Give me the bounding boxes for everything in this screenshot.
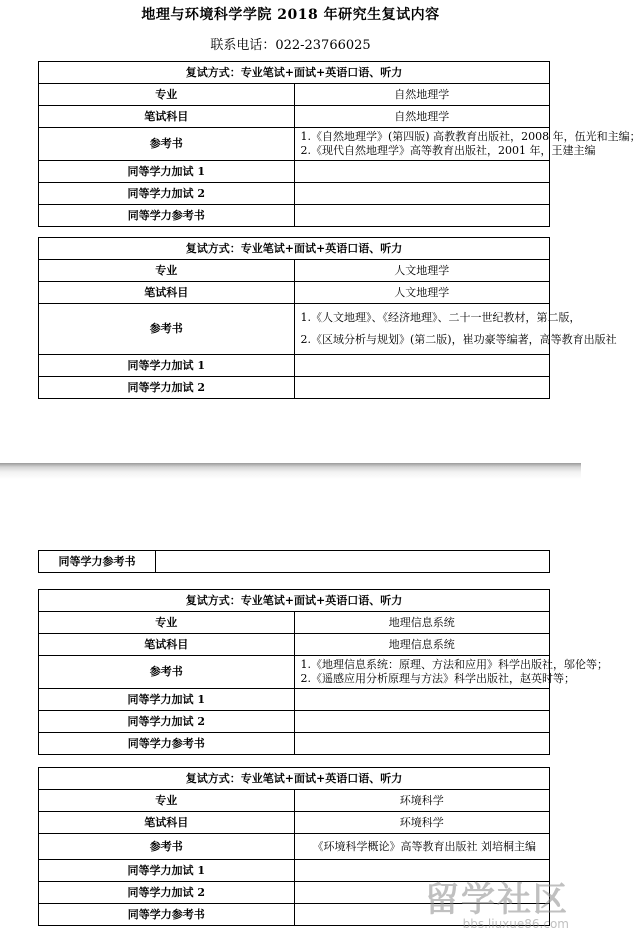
table-header: 复试方式：专业笔试+面试+英语口语、听力	[39, 238, 550, 260]
major-value: 地理信息系统	[294, 612, 550, 634]
major-value: 环境科学	[294, 790, 550, 812]
books-label: 参考书	[39, 304, 295, 355]
books-value	[294, 656, 608, 689]
book-item: 2.《现代自然地理学》高等教育出版社，2001 年，王建主编	[300, 144, 596, 157]
eq-books-value	[294, 733, 550, 755]
written-value: 人文地理学	[294, 282, 550, 304]
written-value: 自然地理学	[294, 106, 550, 128]
contact-phone: 联系电话：022-23766025	[210, 38, 371, 53]
books-label: 参考书	[39, 656, 295, 689]
written-value: 地理信息系统	[294, 634, 550, 656]
major-label: 专业	[39, 612, 295, 634]
written-label: 笔试科目	[39, 634, 295, 656]
book-item: 1.《人文地理》、《经济地理》、二十一世纪教材，第二版，	[300, 311, 581, 324]
eq1-label: 同等学力加试 1	[39, 355, 295, 377]
program-table-gis	[38, 589, 608, 755]
program-table-physical-geography	[38, 61, 641, 227]
book-item: 2.《区域分析与规划》(第二版)，崔功豪等编著，高等教育出版社	[300, 333, 617, 346]
eq1-label: 同等学力加试 1	[39, 689, 295, 711]
eq-books-value	[294, 205, 550, 227]
eq2-label: 同等学力加试 2	[39, 711, 295, 733]
program-table-human-geography-continued	[38, 550, 550, 573]
document-title: 地理与环境科学学院 2018 年研究生复试内容	[141, 7, 440, 23]
eq1-label: 同等学力加试 1	[39, 860, 295, 882]
eq1-value	[294, 161, 550, 183]
eq-books-label: 同等学力参考书	[39, 205, 295, 227]
books-label: 参考书	[39, 128, 295, 161]
written-value: 环境科学	[294, 812, 550, 834]
written-label: 笔试科目	[39, 282, 295, 304]
books-value	[294, 834, 550, 860]
books-value	[294, 304, 617, 355]
book-item: 1.《地理信息系统：原理、方法和应用》科学出版社，邬伦等；	[300, 658, 608, 671]
book-item: 2.《遥感应用分析原理与方法》科学出版社，赵英时等；	[300, 672, 575, 685]
major-value: 人文地理学	[294, 260, 550, 282]
eq1-value	[294, 860, 550, 882]
eq2-value	[294, 183, 550, 205]
eq-books-label: 同等学力参考书	[39, 904, 295, 926]
major-value: 自然地理学	[294, 84, 550, 106]
books-value	[294, 128, 641, 161]
eq2-label: 同等学力加试 2	[39, 183, 295, 205]
eq-books-label: 同等学力参考书	[39, 551, 156, 573]
book-item: 《环境科学概论》高等教育出版社 刘培桐主编	[312, 839, 536, 853]
written-label: 笔试科目	[39, 106, 295, 128]
watermark-url: bbs.liuxue86.com	[462, 917, 569, 931]
eq1-value	[294, 689, 550, 711]
table-header: 复试方式：专业笔试+面试+英语口语、听力	[39, 590, 550, 612]
watermark	[425, 880, 569, 931]
watermark-logo-text: 留学社区	[425, 880, 569, 920]
eq1-label: 同等学力加试 1	[39, 161, 295, 183]
eq2-label: 同等学力加试 2	[39, 882, 295, 904]
books-label: 参考书	[39, 834, 295, 860]
table-header: 复试方式：专业笔试+面试+英语口语、听力	[39, 62, 550, 84]
book-item: 1.《自然地理学》(第四版) 高教教育出版社，2008 年，伍光和主编；	[300, 130, 641, 143]
major-label: 专业	[39, 260, 295, 282]
eq1-value	[294, 355, 550, 377]
eq-books-label: 同等学力参考书	[39, 733, 295, 755]
eq2-value	[294, 377, 550, 399]
eq-books-value	[156, 551, 550, 573]
major-label: 专业	[39, 790, 295, 812]
eq2-label: 同等学力加试 2	[39, 377, 295, 399]
major-label: 专业	[39, 84, 295, 106]
page-break	[0, 463, 581, 479]
table-header: 复试方式：专业笔试+面试+英语口语、听力	[39, 768, 550, 790]
eq2-value	[294, 711, 550, 733]
written-label: 笔试科目	[39, 812, 295, 834]
program-table-human-geography	[38, 237, 617, 399]
